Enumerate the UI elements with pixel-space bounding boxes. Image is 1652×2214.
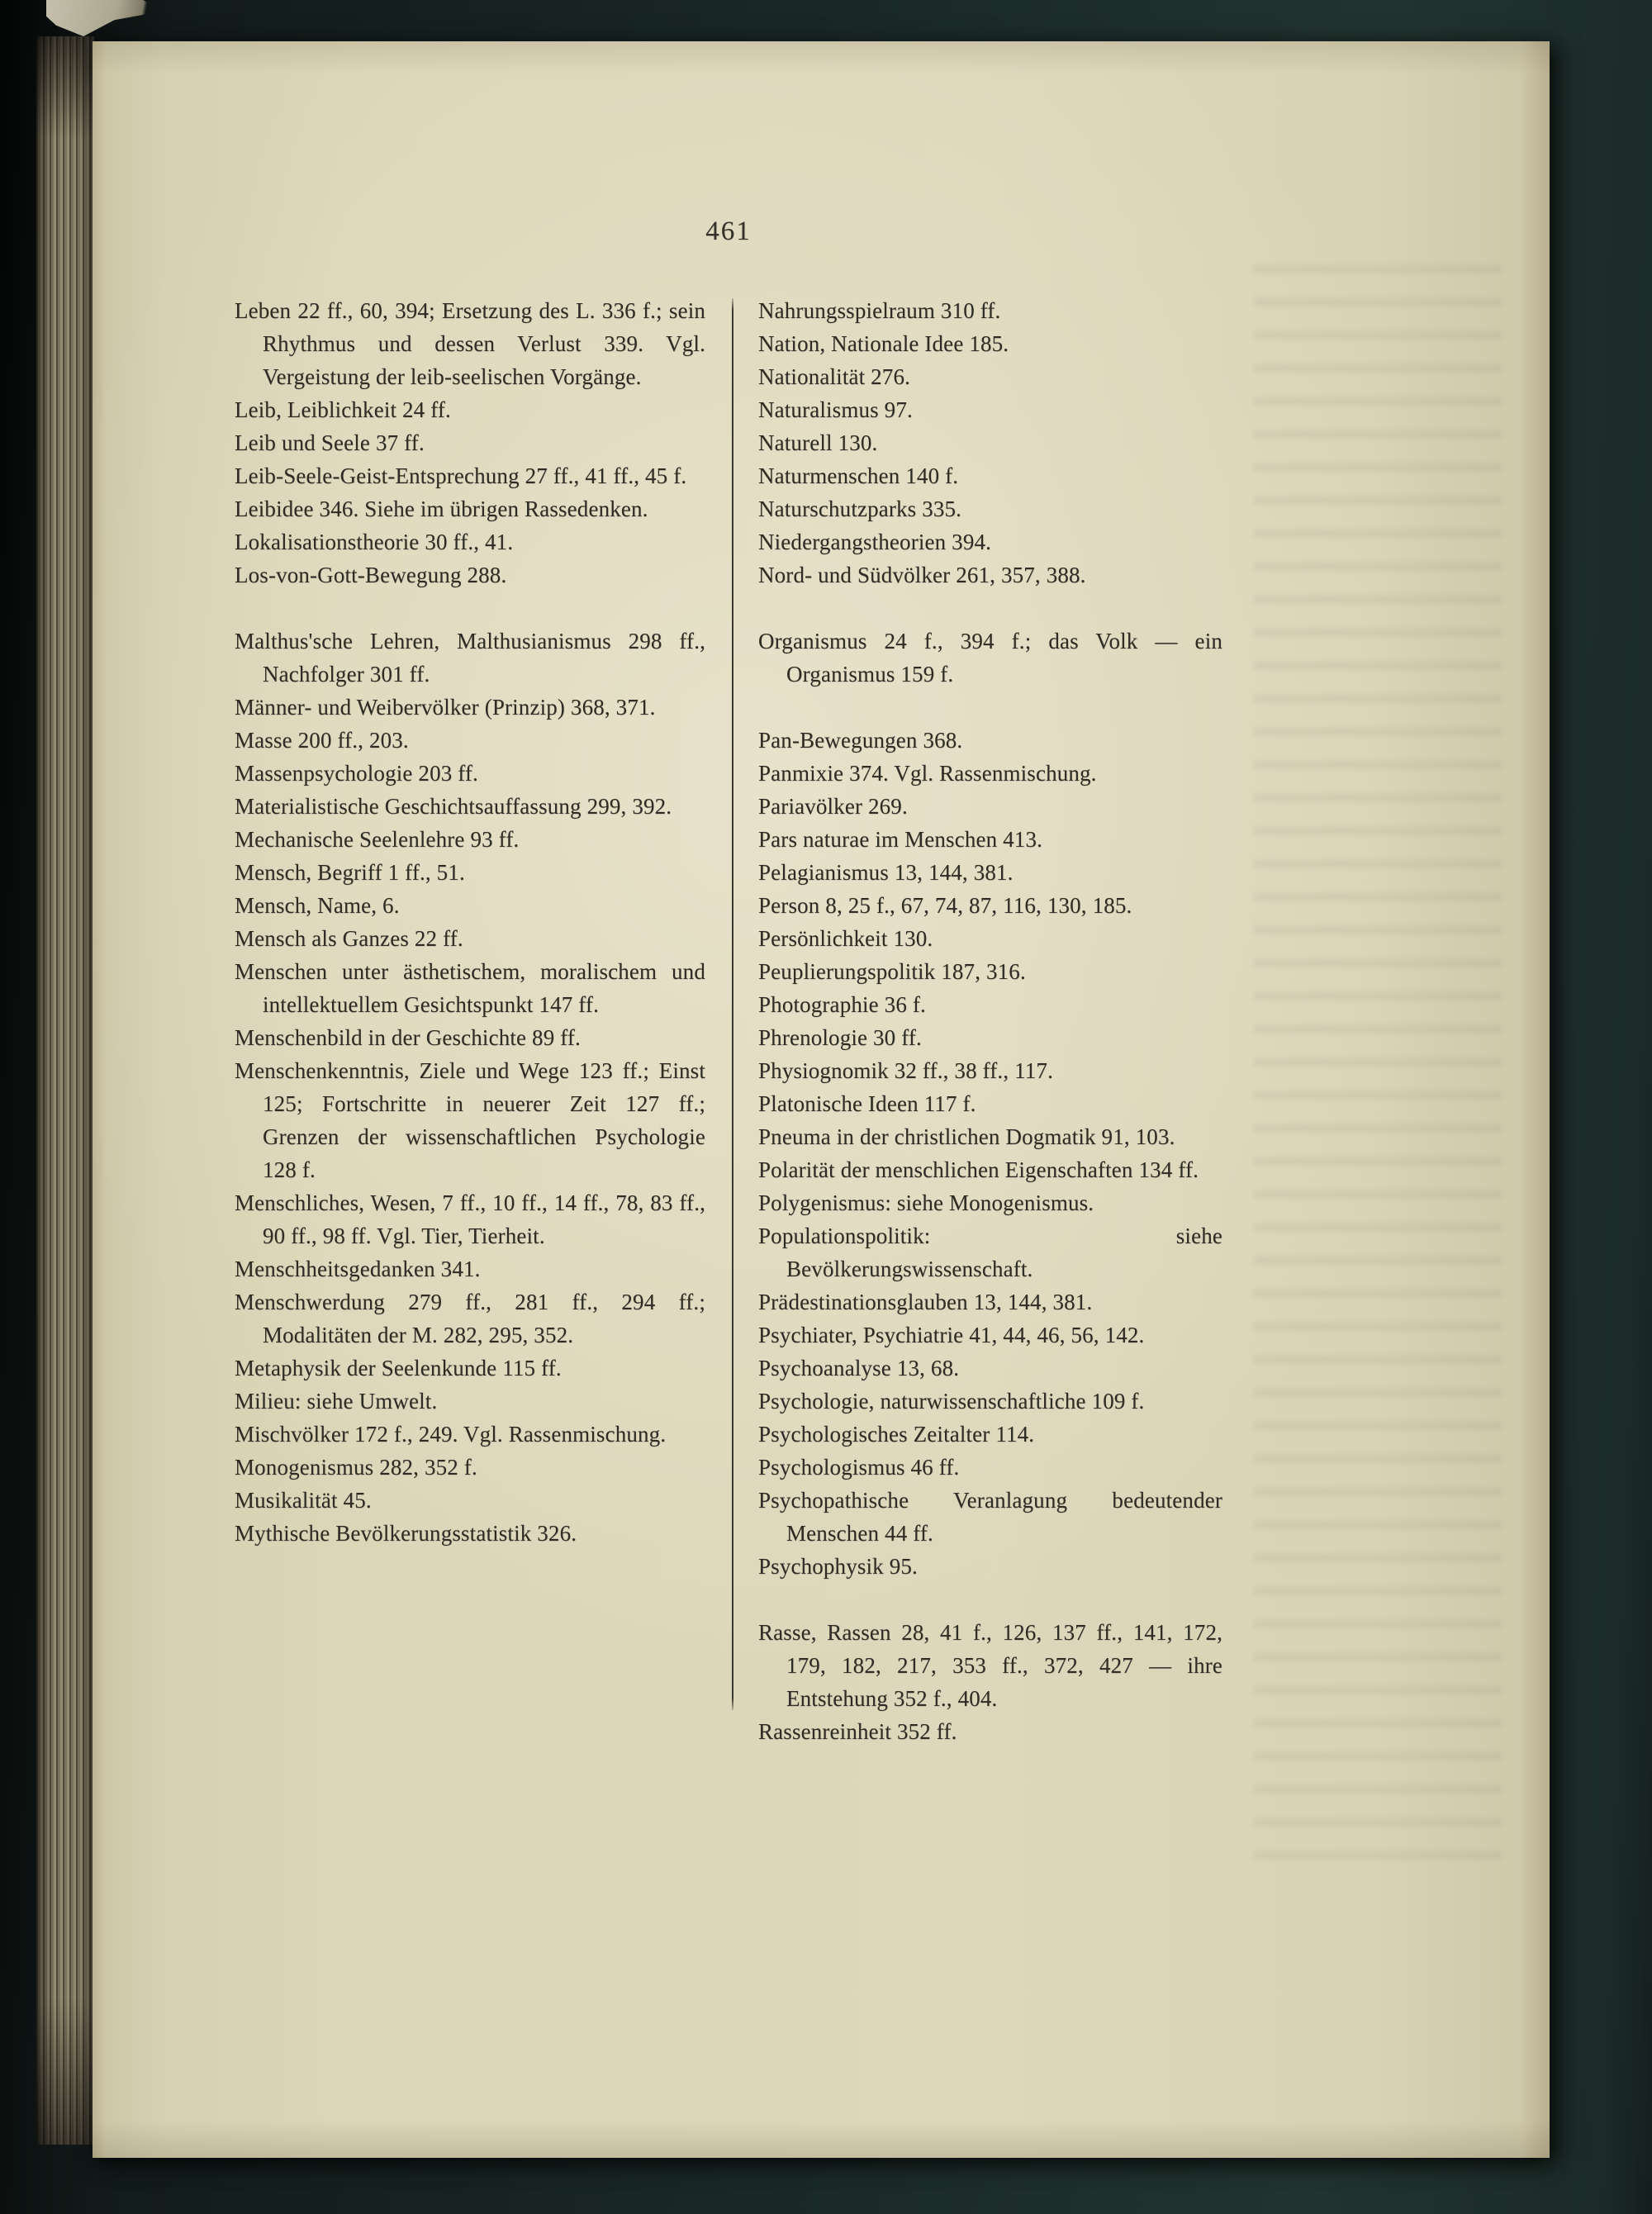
index-entry: Person 8, 25 f., 67, 74, 87, 116, 130, 185.: [758, 893, 1132, 918]
index-entry: Mensch, Begriff 1 ff., 51.: [235, 860, 465, 885]
index-entry: Nahrungsspielraum 310 ff.: [758, 298, 1001, 323]
index-entry: Metaphysik der Seelenkunde 115 ff.: [235, 1356, 562, 1380]
ink-bleedthrough: [1254, 264, 1502, 1884]
index-entry: Monogenismus 282, 352 f.: [235, 1455, 477, 1480]
index-entry: Niedergangstheorien 394.: [758, 530, 992, 554]
page-edge-stack: [36, 36, 94, 2145]
index-entry: Menschen unter ästhetischem, moralischem und intellektuellem Gesichtspunkt 147 ff.: [235, 959, 705, 1017]
index-entry: Psychophysik 95.: [758, 1554, 918, 1579]
index-entry: Mechanische Seelenlehre 93 ff.: [235, 827, 520, 852]
index-entry: Nationalität 276.: [758, 364, 911, 389]
index-entry: Panmixie 374. Vgl. Rassenmischung.: [758, 761, 1097, 786]
index-entry: Menschenbild in der Geschichte 89 ff.: [235, 1025, 581, 1050]
index-entry: Leib, Leiblichkeit 24 ff.: [235, 397, 451, 422]
index-entry: Psychologie, naturwissenschaftliche 109 f.: [758, 1389, 1145, 1413]
index-entry: Nord- und Südvölker 261, 357, 388.: [758, 563, 1086, 587]
index-entry: Musikalität 45.: [235, 1488, 372, 1513]
index-entry: Prädestinationsglauben 13, 144, 381.: [758, 1290, 1093, 1314]
index-entry: Menschheitsgedanken 341.: [235, 1257, 481, 1281]
index-entry: Milieu: siehe Umwelt.: [235, 1389, 438, 1413]
index-entry: Pneuma in der christlichen Dogmatik 91, 103.: [758, 1124, 1175, 1149]
index-entry: Menschliches, Wesen, 7 ff., 10 ff., 14 ff., 78, 83 ff., 90 ff., 98 ff. Vgl. Tier, Tierheit.: [235, 1190, 705, 1248]
index-entry: Leib und Seele 37 ff.: [235, 430, 425, 455]
index-entry: Psychopathische Veranlagung bedeutender Menschen 44 ff.: [758, 1488, 1222, 1546]
index-entry: Männer- und Weibervölker (Prinzip) 368, 371.: [235, 695, 656, 720]
index-entry: Pelagianismus 13, 144, 381.: [758, 860, 1014, 885]
index-entry: Psychologisches Zeitalter 114.: [758, 1422, 1035, 1447]
column-divider: [732, 298, 733, 1710]
index-entry: Pan-Bewegungen 368.: [758, 728, 963, 753]
index-column-left: [235, 294, 705, 1748]
index-entry: Organismus 24 f., 394 f.; das Volk — ein Organismus 159 f.: [758, 629, 1222, 687]
index-entry: Mischvölker 172 f., 249. Vgl. Rassenmischung.: [235, 1422, 667, 1447]
index-entry: Phrenologie 30 ff.: [758, 1025, 922, 1050]
index-section: [235, 294, 705, 592]
index-entry: Pars naturae im Menschen 413.: [758, 827, 1043, 852]
index-section: [758, 625, 1222, 691]
index-entry: Naturschutzparks 335.: [758, 496, 962, 521]
index-entry: Mythische Bevölkerungsstatistik 326.: [235, 1521, 577, 1546]
index-section: [235, 625, 705, 1550]
index-entry: Naturell 130.: [758, 430, 878, 455]
index-entry: Massenpsychologie 203 ff.: [235, 761, 478, 786]
index-entry: Leib-Seele-Geist-Entsprechung 27 ff., 41 ff., 45 f.: [235, 463, 687, 488]
index-column-right: [758, 294, 1222, 1748]
index-entry: Leben 22 ff., 60, 394; Ersetzung des L. 336 f.; sein Rhythmus und dessen Verlust 339. Vgl. Vergeistung der leib-seelischen Vorgänge.: [235, 298, 705, 389]
index-entry: Photographie 36 f.: [758, 992, 926, 1017]
index-entry: Masse 200 ff., 203.: [235, 728, 409, 753]
index-section: [758, 294, 1222, 592]
index-text-block: [235, 294, 1222, 1748]
index-entry: Psychiater, Psychiatrie 41, 44, 46, 56, 142.: [758, 1323, 1145, 1347]
index-entry: Platonische Ideen 117 f.: [758, 1091, 976, 1116]
index-entry: Mensch, Name, 6.: [235, 893, 400, 918]
index-entry: Mensch als Ganzes 22 ff.: [235, 926, 463, 951]
index-entry: Rasse, Rassen 28, 41 f., 126, 137 ff., 141, 172, 179, 182, 217, 353 ff., 372, 427 — ihre Entstehung 352 f., 404.: [758, 1620, 1222, 1711]
index-entry: Peuplierungspolitik 187, 316.: [758, 959, 1026, 984]
index-entry: Polygenismus: siehe Monogenismus.: [758, 1190, 1094, 1215]
index-section: [758, 724, 1222, 1583]
index-entry: Populationspolitik: siehe Bevölkerungswissenschaft.: [758, 1223, 1222, 1281]
index-entry: Pariavölker 269.: [758, 794, 908, 819]
index-entry: Menschwerdung 279 ff., 281 ff., 294 ff.; Modalitäten der M. 282, 295, 352.: [235, 1290, 705, 1347]
index-entry: Polarität der menschlichen Eigenschaften 134 ff.: [758, 1157, 1199, 1182]
index-entry: Los-von-Gott-Bewegung 288.: [235, 563, 507, 587]
index-entry: Naturalismus 97.: [758, 397, 913, 422]
page-number: 461: [705, 216, 752, 246]
index-entry: Persönlichkeit 130.: [758, 926, 933, 951]
book-page: [93, 41, 1550, 2158]
torn-paper-fragment: [46, 0, 170, 36]
index-entry: Materialistische Geschichtsauffassung 299, 392.: [235, 794, 672, 819]
index-entry: Nation, Nationale Idee 185.: [758, 331, 1009, 356]
index-entry: Lokalisationstheorie 30 ff., 41.: [235, 530, 514, 554]
index-entry: Menschenkenntnis, Ziele und Wege 123 ff.; Einst 125; Fortschritte in neuerer Zeit 127 ff.; Grenzen der wissenschaftlichen Psychologie 128 f.: [235, 1058, 705, 1182]
page-content: [235, 41, 1222, 1748]
index-entry: Malthus'sche Lehren, Malthusianismus 298 ff., Nachfolger 301 ff.: [235, 629, 705, 687]
index-entry: Psychoanalyse 13, 68.: [758, 1356, 960, 1380]
index-section: [758, 1616, 1222, 1748]
index-entry: Naturmenschen 140 f.: [758, 463, 959, 488]
index-entry: Rassenreinheit 352 ff.: [758, 1719, 957, 1744]
index-entry: Physiognomik 32 ff., 38 ff., 117.: [758, 1058, 1053, 1083]
index-entry: Psychologismus 46 ff.: [758, 1455, 960, 1480]
index-entry: Leibidee 346. Siehe im übrigen Rassedenken.: [235, 496, 648, 521]
